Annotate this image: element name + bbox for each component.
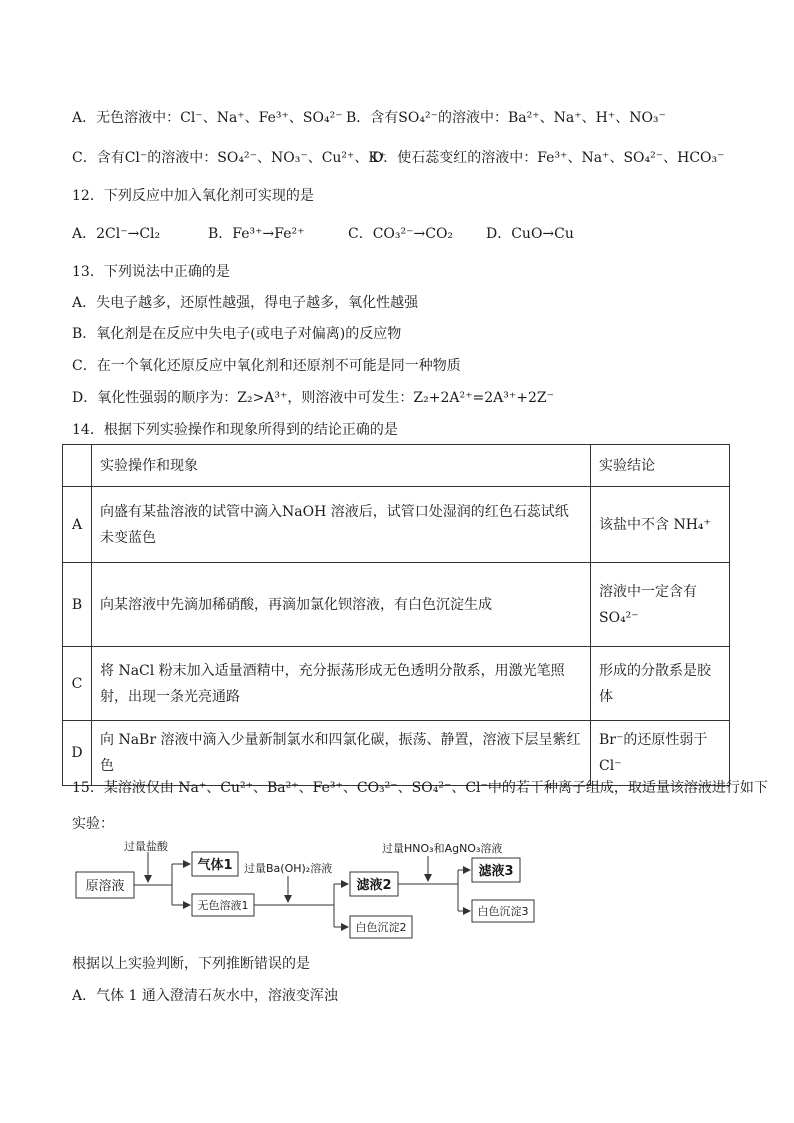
row-operation: 向盛有某盐溶液的试管中滴入NaOH 溶液后，试管口处湿润的红色石蕊试纸未变蓝色	[92, 487, 591, 563]
q12-option-d: D．CuO→Cu	[486, 226, 574, 242]
start-label: 原溶液	[85, 879, 125, 894]
reagent2-label: 过量Ba(OH)₂溶液	[244, 862, 333, 875]
q11-option-d: D．使石蕊变红的溶液中：Fe³⁺、Na⁺、SO₄²⁻、HCO₃⁻	[372, 150, 725, 166]
q15-option-a: A．气体 1 通入澄清石灰水中，溶液变浑浊	[72, 988, 338, 1004]
reagent3-label: 过量HNO₃和AgNO₃溶液	[382, 842, 503, 855]
filt2-label: 滤液2	[356, 878, 392, 893]
ppt2-label: 白色沉淀2	[355, 921, 407, 934]
table-header-operation: 实验操作和现象	[92, 445, 591, 487]
q13-option-b: B．氧化剂是在反应中失电子(或电子对偏离)的反应物	[72, 326, 402, 342]
row-label: D	[63, 721, 92, 786]
q11-option-c: C．含有Cl⁻的溶液中：SO₄²⁻、NO₃⁻、Cu²⁺、K⁺	[72, 150, 387, 166]
row-conclusion: 该盐中不含 NH₄⁺	[591, 487, 730, 563]
ppt3-label: 白色沉淀3	[477, 905, 529, 918]
gas1-label: 气体1	[197, 858, 233, 873]
experiment-flowchart	[72, 838, 552, 944]
row-operation: 向某溶液中先滴加稀硝酸，再滴加氯化钡溶液，有白色沉淀生成	[92, 563, 591, 647]
q11-option-b: B．含有SO₄²⁻的溶液中：Ba²⁺、Na⁺、H⁺、NO₃⁻	[346, 110, 666, 126]
row-label: A	[63, 487, 92, 563]
q15-judge: 根据以上实验判断，下列推断错误的是	[72, 956, 310, 972]
table-row	[63, 487, 730, 563]
table-row	[63, 721, 730, 786]
q13-option-d: D．氧化性强弱的顺序为：Z₂>A³⁺，则溶液中可发生：Z₂+2A²⁺=2A³⁺+2Z⁻	[72, 390, 555, 406]
row-label: C	[63, 647, 92, 721]
q12-option-b: B．Fe³⁺→Fe²⁺	[208, 226, 305, 242]
row-operation: 向 NaBr 溶液中滴入少量新制氯水和四氯化碳，振荡、静置，溶液下层呈紫红色	[92, 721, 591, 786]
table-row	[63, 563, 730, 647]
row-label: B	[63, 563, 92, 647]
q13-stem: 13．下列说法中正确的是	[72, 264, 230, 280]
row-conclusion: 形成的分散系是胶体	[591, 647, 730, 721]
q15-stem-continued: 实验：	[72, 816, 114, 832]
q12-option-a: A．2Cl⁻→Cl₂	[72, 226, 161, 242]
filt3-label: 滤液3	[478, 864, 514, 879]
reagent1-label: 过量盐酸	[124, 840, 168, 853]
q12-stem: 12．下列反应中加入氧化剂可实现的是	[72, 188, 314, 204]
q15-stem: 15．某溶液仅由 Na⁺、Cu²⁺、Ba²⁺、Fe³⁺、CO₃²⁻、SO₄²⁻、Cl⁻中的若干种离子组成，取适量该溶液进行如下	[72, 780, 768, 796]
row-conclusion: Br⁻的还原性弱于 Cl⁻	[591, 721, 730, 786]
q13-option-c: C．在一个氧化还原反应中氧化剂和还原剂不可能是同一种物质	[72, 358, 461, 374]
q11-option-a: A．无色溶液中：Cl⁻、Na⁺、Fe³⁺、SO₄²⁻	[72, 110, 343, 126]
experiment-table	[62, 444, 730, 786]
q14-stem: 14．根据下列实验操作和现象所得到的结论正确的是	[72, 422, 398, 438]
row-operation: 将 NaCl 粉末加入适量酒精中，充分振荡形成无色透明分散系，用激光笔照射，出现一条光亮通路	[92, 647, 591, 721]
q13-option-a: A．失电子越多，还原性越强，得电子越多，氧化性越强	[72, 295, 419, 311]
row-conclusion: 溶液中一定含有 SO₄²⁻	[591, 563, 730, 647]
table-header-blank	[63, 445, 92, 487]
table-header-row	[63, 445, 730, 487]
q12-option-c: C．CO₃²⁻→CO₂	[348, 226, 454, 242]
table-row	[63, 647, 730, 721]
table-header-conclusion: 实验结论	[591, 445, 730, 487]
sol1-label: 无色溶液1	[197, 899, 249, 912]
